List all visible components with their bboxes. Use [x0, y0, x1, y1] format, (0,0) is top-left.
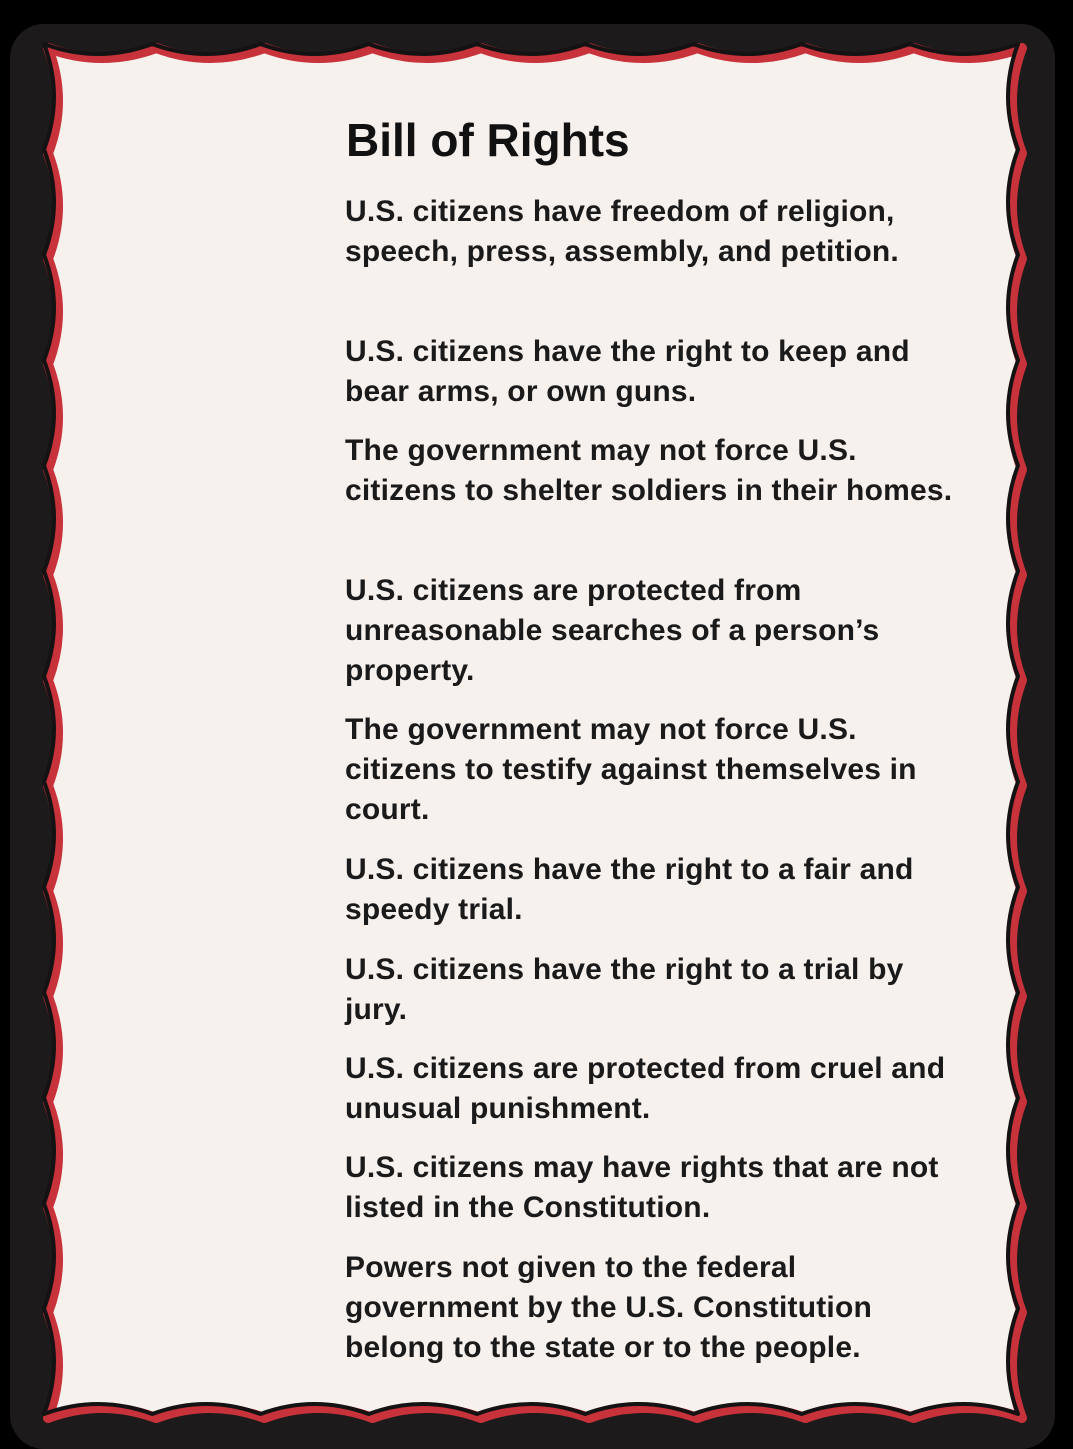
amendment-text: The government may not force U.S. citizens to shelter soldiers in their homes.: [345, 434, 953, 507]
amendment-text: Powers not given to the federal government by the U.S. Constitution belong to the state or to the people.: [345, 1251, 873, 1364]
amendment-text: U.S. citizens are protected from unreasonable searches of a person’s property.: [345, 574, 880, 687]
amendment-text: U.S. citizens have the right to a trial by jury.: [345, 953, 904, 1026]
amendment-text: U.S. citizens have freedom of religion, speech, press, assembly, and petition.: [345, 195, 899, 268]
amendment-text: U.S. citizens have the right to a fair and speedy trial.: [345, 853, 914, 926]
amendment-text: U.S. citizens are protected from cruel and unusual punishment.: [345, 1052, 946, 1125]
amendment-text: The government may not force U.S. citizens to testify against themselves in court.: [345, 713, 917, 826]
amendment-text: U.S. citizens have the right to keep and bear arms, or own guns.: [345, 335, 910, 408]
page-title: Bill of Rights: [346, 114, 630, 166]
amendment-text: U.S. citizens may have rights that are not listed in the Constitution.: [345, 1151, 939, 1224]
